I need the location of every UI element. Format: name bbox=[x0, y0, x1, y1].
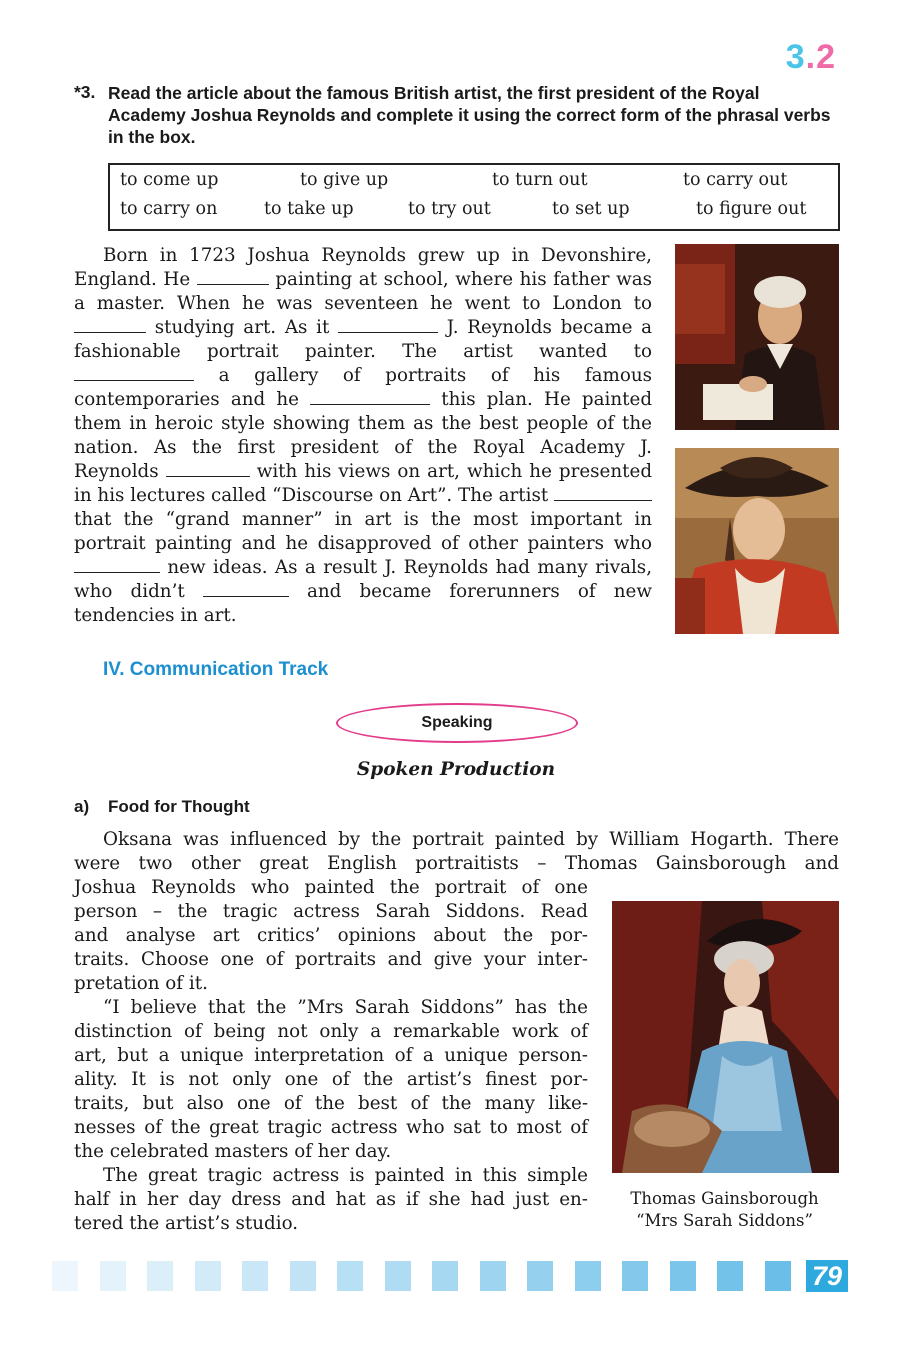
footer-bar-square bbox=[290, 1261, 316, 1291]
task-number: *3. bbox=[74, 82, 96, 102]
page-number: 79 bbox=[806, 1260, 848, 1292]
blank-9[interactable] bbox=[203, 581, 289, 597]
blank-5[interactable] bbox=[310, 389, 430, 405]
footer-bar-square bbox=[765, 1261, 791, 1291]
unit-number: 3.2 bbox=[785, 38, 836, 76]
body-line: “I believe that the ”Mrs Sarah Siddons” has the bbox=[103, 997, 588, 1018]
footer-bar-square bbox=[480, 1261, 506, 1291]
portrait-caption bbox=[612, 1188, 837, 1232]
verb-carry-out: to carry out bbox=[683, 170, 788, 190]
article-text: new ideas. As a result J. Reynolds had many rivals, who didn’t bbox=[74, 557, 653, 602]
footer-bar-square bbox=[670, 1261, 696, 1291]
verb-take-up: to take up bbox=[264, 199, 354, 219]
body-line: Oksana was influenced by the portrait painted by William Hogarth. There bbox=[103, 829, 839, 850]
article-text: Born in 1723 Joshua Reynolds grew up in Devonshire, England. He bbox=[74, 245, 652, 290]
verb-give-up: to give up bbox=[300, 170, 389, 190]
section-heading: IV. Communication Track bbox=[103, 659, 329, 680]
verb-try-out: to try out bbox=[408, 199, 491, 219]
blank-1[interactable] bbox=[197, 269, 269, 285]
article-text: with his views on art, which he presented in his lectures called “Discourse on Art”. The artist bbox=[74, 461, 653, 506]
verb-turn-out: to turn out bbox=[492, 170, 588, 190]
spoken-production-subheading: Spoken Production bbox=[356, 759, 556, 780]
body-line: art, but a unique interpretation of a unique person- bbox=[74, 1045, 588, 1066]
footer-bar-square bbox=[100, 1261, 126, 1291]
article-text: this plan. He painted them in heroic style showing them as the best people of the nation. As the first president of the Royal Academy J. Reynolds bbox=[74, 389, 653, 482]
blank-6[interactable] bbox=[166, 461, 250, 477]
body-line: traits, but also one of the best of the many like- bbox=[74, 1093, 588, 1114]
body-line: The great tragic actress is painted in this simple bbox=[103, 1165, 588, 1186]
phrasal-verb-box bbox=[108, 163, 840, 231]
body-line: person – the tragic actress Sarah Siddons. Read bbox=[74, 901, 588, 922]
footer-bar-square bbox=[195, 1261, 221, 1291]
reynolds-portrait-image bbox=[675, 244, 839, 430]
article-text: that the “grand manner” in art is the most important in portrait painting and he disapproved of other painters who bbox=[74, 509, 652, 554]
body-line: ality. It is not only one of the artist’s finest por- bbox=[74, 1069, 588, 1090]
caption-title: “Mrs Sarah Siddons” bbox=[636, 1211, 813, 1230]
caption-artist: Thomas Gainsborough bbox=[630, 1189, 819, 1208]
footer-bar-square bbox=[432, 1261, 458, 1291]
article-text: painting at school, where his father was a master. When he was seventeen he went to London to bbox=[74, 269, 653, 314]
blank-2[interactable] bbox=[74, 317, 146, 333]
footer-bar-square bbox=[385, 1261, 411, 1291]
article-text: studying art. As it bbox=[154, 317, 330, 338]
speaking-label bbox=[336, 703, 578, 743]
body-line: tered the artist’s studio. bbox=[74, 1213, 299, 1234]
footer-bar-square bbox=[52, 1261, 78, 1291]
speaking-label-text: Speaking bbox=[421, 714, 493, 731]
footer-bar-square bbox=[242, 1261, 268, 1291]
subtask-marker: a) bbox=[74, 797, 90, 816]
body-line: pretation of it. bbox=[74, 973, 208, 994]
verb-come-up: to come up bbox=[120, 170, 219, 190]
blank-3[interactable] bbox=[338, 317, 438, 333]
footer-bar-square bbox=[337, 1261, 363, 1291]
woman-hat-portrait-image bbox=[675, 448, 839, 634]
article-text: a gallery of portraits of his famous contemporaries and he bbox=[74, 365, 652, 410]
body-line: traits. Choose one of portraits and give your inter- bbox=[74, 949, 588, 970]
footer-bar-square bbox=[717, 1261, 743, 1291]
body-line: nesses of the great tragic actress who sat to most of bbox=[74, 1117, 588, 1138]
body-line: the celebrated masters of her day. bbox=[74, 1141, 392, 1162]
body-line: and analyse art critics’ opinions about the por- bbox=[74, 925, 588, 946]
body-line: distinction of being not only a remarkable work of bbox=[74, 1021, 588, 1042]
footer-bar-square bbox=[622, 1261, 648, 1291]
body-line: Joshua Reynolds who painted the portrait of one bbox=[74, 877, 588, 898]
article-text: and became forerunners of new tendencies in art. bbox=[74, 581, 652, 626]
footer-bar-square bbox=[147, 1261, 173, 1291]
body-line: half in her day dress and hat as if she had just en- bbox=[74, 1189, 588, 1210]
body-line: were two other great English portraitists – Thomas Gainsborough and bbox=[74, 853, 839, 874]
blank-7[interactable] bbox=[554, 485, 652, 501]
reynolds-article bbox=[74, 244, 652, 628]
footer-bar-square bbox=[527, 1261, 553, 1291]
verb-set-up: to set up bbox=[552, 199, 630, 219]
article-text: J. Reynolds became a fashionable portrait painter. The artist wanted to bbox=[74, 317, 653, 362]
verb-figure-out: to figure out bbox=[696, 199, 807, 219]
verb-carry-on: to carry on bbox=[120, 199, 218, 219]
blank-4[interactable] bbox=[74, 365, 194, 381]
blank-8[interactable] bbox=[74, 557, 160, 573]
subtask-title: Food for Thought bbox=[108, 797, 250, 816]
sarah-siddons-portrait-image bbox=[612, 901, 839, 1173]
task-instruction: Read the article about the famous British artist, the first president of the Royal Academy Joshua Reynolds and complete it using the correct form of the phrasal verbs in the box. bbox=[108, 83, 831, 147]
footer-bar-square bbox=[575, 1261, 601, 1291]
